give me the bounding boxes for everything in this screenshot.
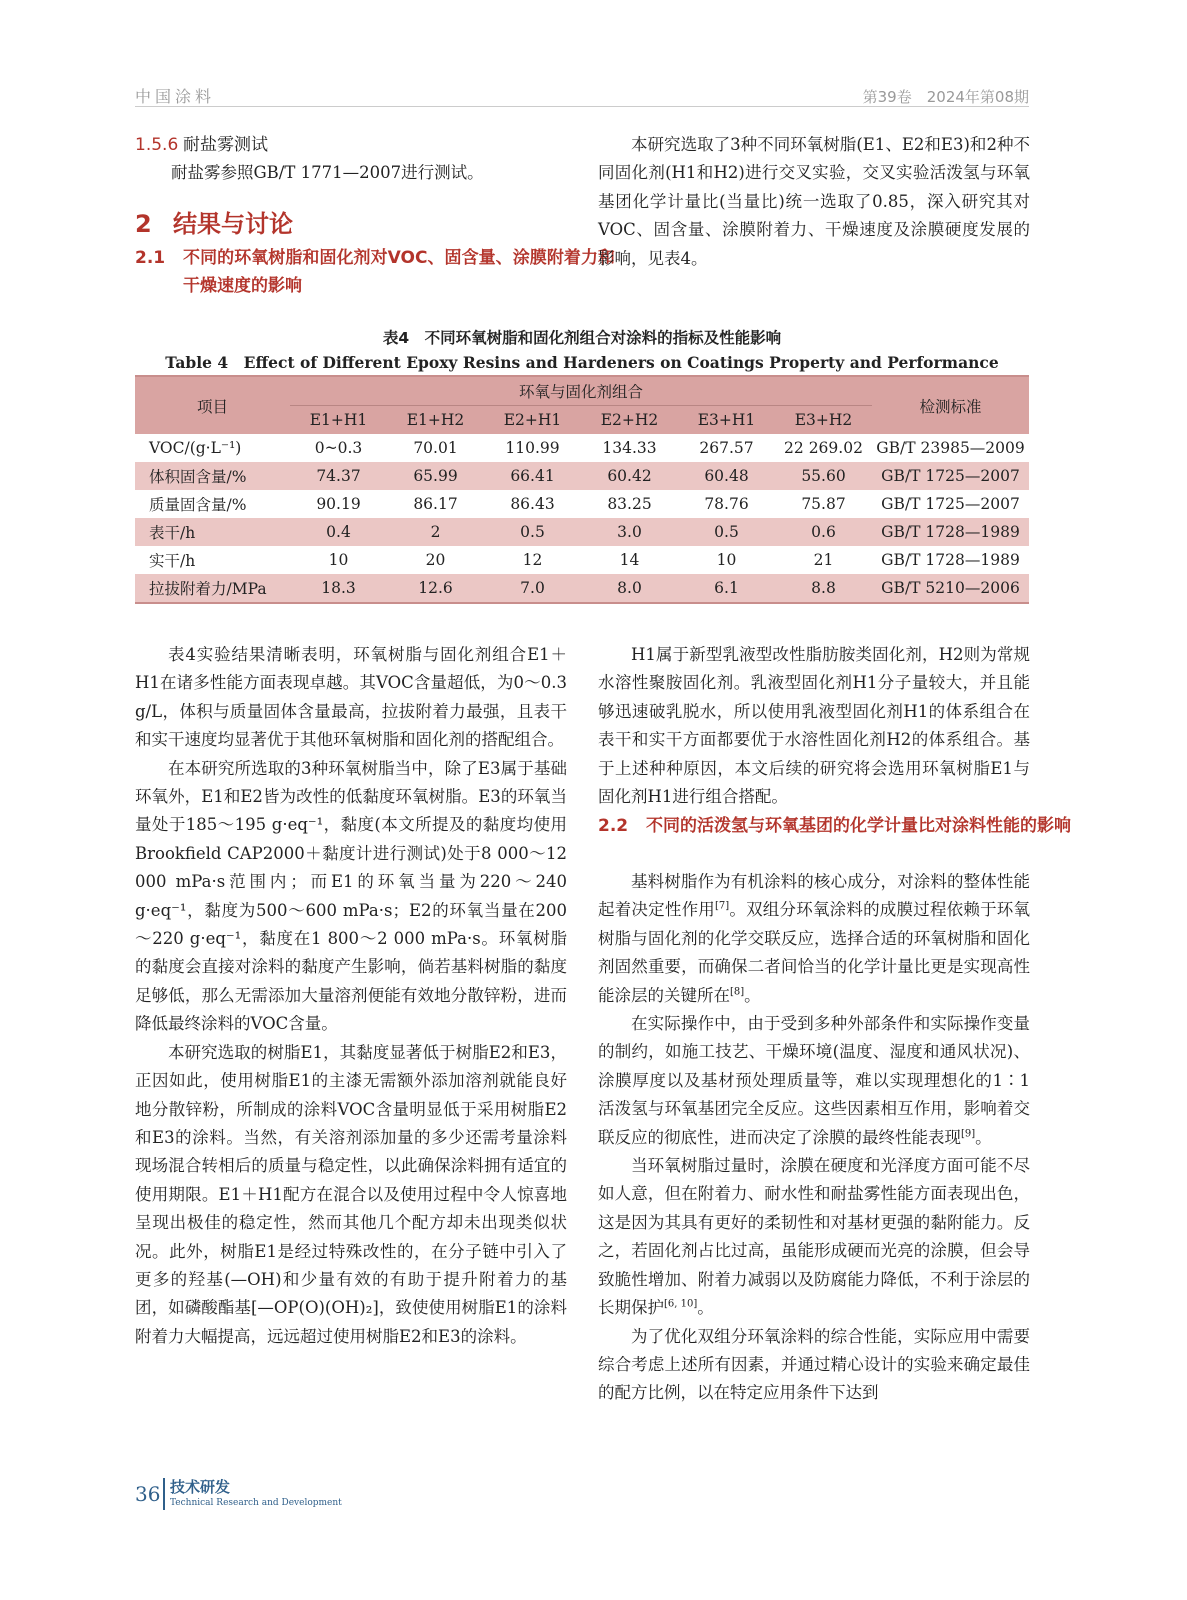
table-cell: 20 <box>425 551 446 569</box>
table-cell: 267.57 <box>699 439 754 457</box>
section-title: 不同的环氧树脂和固化剂对VOC、固含量、涂膜附着力和干燥速度的影响 <box>183 248 615 296</box>
journal-name: 中国涂料 <box>135 87 216 106</box>
citation: [7] <box>715 900 730 912</box>
text-run: 。 <box>697 1298 714 1318</box>
table-cell: GB/T 1725—2007 <box>881 495 1020 513</box>
table-cell: GB/T 23985—2009 <box>876 439 1025 457</box>
header-combo: E1+H2 <box>387 406 484 435</box>
table-cell: 83.25 <box>607 495 652 513</box>
header-group: 环氧与固化剂组合 <box>290 376 872 406</box>
paragraph: 耐盐雾参照GB/T 1771—2007进行测试。 <box>171 163 484 182</box>
section-heading <box>135 131 567 159</box>
paragraph <box>135 641 567 755</box>
table-cell: GB/T 1728—1989 <box>881 551 1020 569</box>
table-cell: 8.8 <box>775 574 872 603</box>
table-caption-en: Table 4 Effect of Different Epoxy Resins and Hardeners on Coatings Property and Performance <box>165 353 999 372</box>
table-caption-cn: 表4 不同环氧树脂和固化剂组合对涂料的指标及性能影响 <box>382 329 782 347</box>
table-cell: 110.99 <box>505 439 560 457</box>
paragraph <box>598 1152 1030 1322</box>
table-cell: 7.0 <box>484 574 581 603</box>
header-combo: E2+H2 <box>581 406 678 435</box>
table-cell: 表干/h <box>135 518 290 546</box>
table-cell: 60.48 <box>678 462 775 490</box>
header-divider <box>135 106 1029 107</box>
table-cell: 0.4 <box>290 518 387 546</box>
table-cell: 质量固含量/% <box>149 496 247 514</box>
table-row <box>135 546 1029 574</box>
table-cell: 21 <box>813 551 834 569</box>
header-combo: E3+H2 <box>775 406 872 435</box>
text-run: 。双组分环氧涂料的成膜过程依赖于环氧树脂与固化剂的化学交联反应，选择合适的环氧树脂和固化剂固然重要，而确保二者间恰当的化学计量比更是实现高性能涂层的关键所在 <box>598 900 1031 1005</box>
table-cell: 55.60 <box>775 462 872 490</box>
right-body-b <box>598 868 1030 1408</box>
text-run: 为了优化双组分环氧涂料的综合性能，实际应用中需要综合考虑上述所有因素，并通过精心设计的实验来确定最佳的配方比例，以在特定应用条件下达到 <box>598 1326 1030 1403</box>
table-cell: VOC/(g·L⁻¹) <box>149 439 242 457</box>
right-body-a <box>598 641 1030 811</box>
text-run: 基料树脂作为有机涂料的核心成分，对涂料的整体性能起着决定性作用 <box>598 872 1030 920</box>
text-run: 本研究选取的树脂E1，其黏度显著低于树脂E2和E3，正因如此，使用树脂E1的主漆无需额外添加溶剂就能良好地分散锌粉，所制成的涂料VOC含量明显低于采用树脂E2和E3的涂料。当然，有关溶剂添加量的多少还需考量涂料现场混合转相后的质量与稳定性，以此确保涂料拥有适宜的使用期限。E1＋H1配方在混合以及使用过程中令人惊喜地呈现出极佳的稳定性，然而其他几个配方却未出现类似状况。此外，树脂E1是经过特殊改性的，在分子链中引入了更多的羟基(—OH)和少量有效的有助于提升附着力的基团，如磷酸酯基[—OP(O)(OH)₂]，致使使用树脂E1的涂料附着力大幅提高，远远超过使用树脂E2和E3的涂料。 <box>135 1042 567 1346</box>
table-cell: 60.42 <box>581 462 678 490</box>
header-combo: E2+H1 <box>484 406 581 435</box>
table-cell: 0.6 <box>775 518 872 546</box>
table-cell: 3.0 <box>581 518 678 546</box>
table-row <box>135 518 1029 546</box>
chapter-title: 结果与讨论 <box>173 210 293 238</box>
section-1-5-6 <box>135 131 567 187</box>
section-2-1-heading <box>135 244 615 300</box>
table-cell: 0.5 <box>484 518 581 546</box>
table-cell: 70.01 <box>413 439 458 457</box>
table-cell: GB/T 1725—2007 <box>872 462 1029 490</box>
text-run: 。 <box>975 1127 992 1147</box>
citation: [8] <box>730 986 745 998</box>
footer-section-en: Technical Research and Development <box>170 1498 342 1508</box>
table-cell: 拉拔附着力/MPa <box>135 574 290 603</box>
text-run: 当环氧树脂过量时，涂膜在硬度和光泽度方面可能不尽如人意，但在附着力、耐水性和耐盐雾性能方面表现出色，这是因为其具有更好的柔韧性和对基材更强的黏附能力。反之，若固化剂占比过高，虽能形成硬而光亮的涂膜，但会导致脆性增加、附着力减弱以及防腐能力降低，不利于涂层的长期保护 <box>598 1156 1030 1318</box>
intro-text <box>598 131 1030 273</box>
table-cell: 0~0.3 <box>314 439 363 457</box>
table-cell: 90.19 <box>316 495 361 513</box>
table-row <box>135 462 1029 490</box>
table-cell: 12 <box>522 551 543 569</box>
section-number: 1.5.6 <box>135 135 179 155</box>
text-run: H1属于新型乳液型改性脂肪胺类固化剂，H2则为常规水溶性聚胺固化剂。乳液型固化剂H1分子量较大，并且能够迅速破乳脱水，所以使用乳液型固化剂H1的体系组合在表干和实干方面都要优于水溶性固化剂H2的体系组合。基于上述种种原因，本文后续的研究将会选用环氧树脂E1与固化剂H1进行组合搭配。 <box>598 645 1030 807</box>
section-number: 2.1 <box>135 248 166 268</box>
section-title: 耐盐雾测试 <box>183 135 268 155</box>
table-row <box>135 574 1029 603</box>
text-run: 。 <box>744 985 761 1005</box>
header-standard: 检测标准 <box>872 376 1029 434</box>
left-body <box>135 641 567 1351</box>
table-cell: 74.37 <box>290 462 387 490</box>
table-cell: 12.6 <box>387 574 484 603</box>
paragraph <box>598 641 1030 811</box>
section-2-2-heading <box>598 812 1078 840</box>
table-cell: 2 <box>387 518 484 546</box>
paragraph <box>598 131 1030 273</box>
table-cell: 14 <box>619 551 640 569</box>
table-cell: 86.43 <box>510 495 555 513</box>
paragraph <box>598 868 1030 1010</box>
table-cell: 18.3 <box>290 574 387 603</box>
paragraph <box>598 1323 1030 1408</box>
table-cell: 10 <box>328 551 349 569</box>
table-cell: 65.99 <box>387 462 484 490</box>
table-cell: 78.76 <box>704 495 749 513</box>
section-number: 2.2 <box>598 816 629 836</box>
citation: [6, 10] <box>664 1298 698 1310</box>
table-cell: 10 <box>716 551 737 569</box>
table-cell: GB/T 1728—1989 <box>872 518 1029 546</box>
table-cell: 134.33 <box>602 439 657 457</box>
table-cell: 实干/h <box>149 552 196 570</box>
results-table <box>135 375 1029 604</box>
text-run: 在实际操作中，由于受到多种外部条件和实际操作变量的制约，如施工技艺、干燥环境(温度、湿度和通风状况)、涂膜厚度以及基材预处理质量等，难以实现理想化的1∶1活泼氢与环氧基团完全反应。这些因素相互作用，影响着交联反应的彻底性，进而决定了涂膜的最终性能表现 <box>598 1014 1030 1147</box>
chapter-number: 2 <box>135 210 152 238</box>
paragraph <box>135 755 567 1039</box>
section-title: 不同的活泼氢与环氧基团的化学计量比对涂料性能的影响 <box>646 816 1071 836</box>
text-run: 表4实验结果清晰表明，环氧树脂与固化剂组合E1＋H1在诸多性能方面表现卓越。其VOC含量超低，为0～0.3 g/L，体积与质量固体含量最高，拉拔附着力最强，且表干和实干速度均显著优于其他环氧树脂和固化剂的搭配组合。 <box>135 645 567 750</box>
issue-info: 第39卷 2024年第08期 <box>862 88 1029 106</box>
header-item: 项目 <box>135 376 290 434</box>
table-cell: 22 269.02 <box>784 439 863 457</box>
text-run: 在本研究所选取的3种环氧树脂当中，除了E3属于基础环氧外，E1和E2皆为改性的低黏度环氧树脂。E3的环氧当量处于185～195 g·eq⁻¹，黏度(本文所提及的黏度均使用Brookfield CAP2000＋黏度计进行测试)处于8 000～12 000 mPa·s范围内；而E1的环氧当量为220～240 g·eq⁻¹，黏度为500～600 mPa·s；E2的环氧当量在200～220 g·eq⁻¹，黏度在1 800～2 000 mPa·s。环氧树脂的黏度会直接对涂料的黏度产生影响，倘若基料树脂的黏度足够低，那么无需添加大量溶剂便能有效地分散锌粉，进而降低最终涂料的VOC含量。 <box>135 758 567 1034</box>
table-cell: 66.41 <box>484 462 581 490</box>
paragraph <box>135 1039 567 1351</box>
table-cell: 8.0 <box>581 574 678 603</box>
table-row <box>135 434 1029 462</box>
table-cell: 体积固含量/% <box>135 462 290 490</box>
footer-divider <box>163 1478 165 1510</box>
footer-section-cn: 技术研发 <box>170 1478 231 1496</box>
text-run: 本研究选取了3种不同环氧树脂(E1、E2和E3)和2种不同固化剂(H1和H2)进行交叉实验，交叉实验活泼氢与环氧基团化学计量比(当量比)统一选取了0.85，深入研究其对VOC、固含量、涂膜附着力、干燥速度及涂膜硬度发展的影响，见表4。 <box>598 135 1030 268</box>
table-cell: GB/T 5210—2006 <box>872 574 1029 603</box>
table-cell: 86.17 <box>413 495 458 513</box>
paragraph <box>598 1010 1030 1152</box>
table-cell: 6.1 <box>678 574 775 603</box>
table-cell: 0.5 <box>678 518 775 546</box>
citation: [9] <box>961 1128 976 1140</box>
header-combo: E3+H1 <box>678 406 775 435</box>
table-row <box>135 490 1029 518</box>
page-number: 36 <box>135 1482 161 1506</box>
chapter-heading <box>135 204 293 239</box>
table-cell: 75.87 <box>801 495 846 513</box>
header-combo: E1+H1 <box>290 406 387 435</box>
